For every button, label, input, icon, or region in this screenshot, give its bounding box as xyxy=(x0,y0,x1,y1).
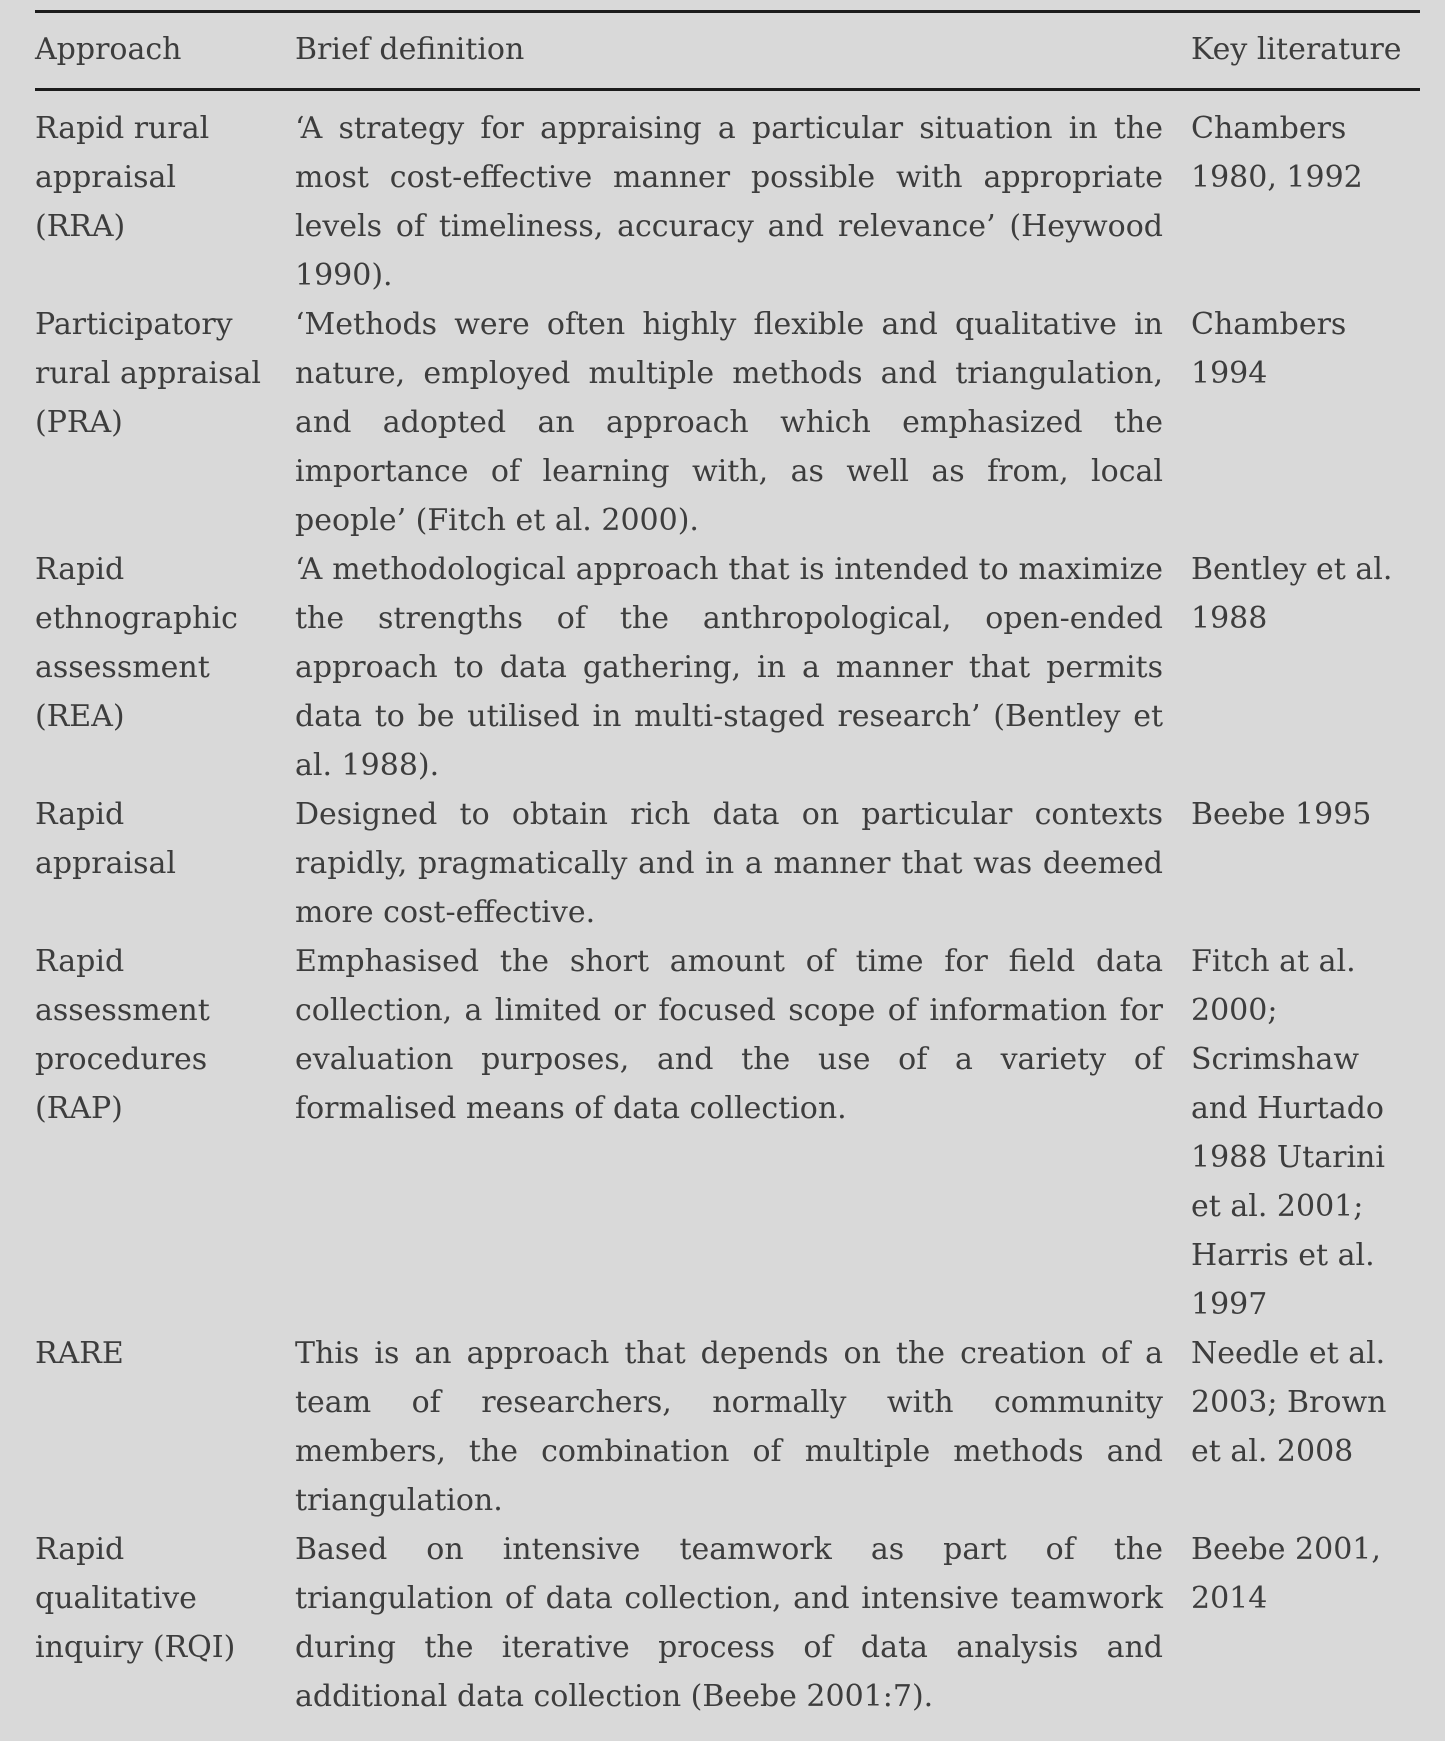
table-row xyxy=(35,545,1420,790)
column-header-approach: Approach xyxy=(35,32,182,67)
cell-approach: Rapid rural appraisal (RRA) xyxy=(35,111,210,244)
cell-definition: Based on intensive teamwork as part of the triangulation of data collection, and intensive teamwork during the iterative process of data analysis and additional data collection (Beebe 2001:7). xyxy=(295,1532,1163,1714)
cell-definition: Designed to obtain rich data on particular contexts rapidly, pragmatically and in a manner that was deemed more cost-effective. xyxy=(295,797,1163,930)
cell-literature: Chambers 1980, 1992 xyxy=(1191,111,1363,195)
cell-approach: Participatory rural appraisal (PRA) xyxy=(35,307,262,440)
table-row xyxy=(35,300,1420,545)
table-row xyxy=(35,1329,1420,1525)
cell-approach: Rapid ethnographic assessment (REA) xyxy=(35,552,238,734)
cell-definition: ‘A methodological approach that is intended to maximize the strengths of the anthropological, open-ended approach to data gathering, in a manner that permits data to be utilised in multi-staged research’ (Bentley et al. 1988). xyxy=(295,552,1163,783)
cell-approach: Rapid assessment procedures (RAP) xyxy=(35,944,210,1126)
cell-approach: Rapid appraisal xyxy=(35,797,176,881)
cell-literature: Chambers 1994 xyxy=(1191,307,1347,391)
table-header-row xyxy=(35,13,1420,88)
cell-literature: Beebe 2001, 2014 xyxy=(1191,1532,1381,1616)
cell-literature: Beebe 1995 xyxy=(1191,797,1372,832)
cell-definition: Emphasised the short amount of time for field data collection, a limited or focused scope of information for evaluation purposes, and the use of a variety of formalised means of data collection. xyxy=(295,944,1163,1126)
column-header-definition: Brief definition xyxy=(295,32,525,67)
table-row xyxy=(35,104,1420,300)
cell-approach: Rapid qualitative inquiry (RQI) xyxy=(35,1532,236,1665)
cell-definition: This is an approach that depends on the creation of a team of researchers, normally with community members, the combination of multiple methods and triangulation. xyxy=(295,1336,1163,1518)
column-header-literature: Key literature xyxy=(1191,32,1402,67)
cell-literature: Needle et al. 2003; Brown et al. 2008 xyxy=(1191,1336,1387,1469)
table-body xyxy=(35,91,1420,1741)
table-row xyxy=(35,1525,1420,1721)
cell-approach: RARE xyxy=(35,1336,124,1371)
cell-literature: Fitch at al. 2000; Scrimshaw and Hurtado 1988 Utarini et al. 2001; Harris et al. 1997 xyxy=(1191,944,1385,1322)
cell-definition: ‘A strategy for appraising a particular situation in the most cost-effective manner possible with appropriate levels of timeliness, accuracy and relevance’ (Heywood 1990). xyxy=(295,111,1163,293)
cell-definition: ‘Methods were often highly flexible and qualitative in nature, employed multiple methods and triangulation, and adopted an approach which emphasized the importance of learning with, as well as from, local people’ (Fitch et al. 2000). xyxy=(295,307,1163,538)
cell-literature: Bentley et al. 1988 xyxy=(1191,552,1393,636)
table-row xyxy=(35,790,1420,937)
table-row xyxy=(35,937,1420,1329)
